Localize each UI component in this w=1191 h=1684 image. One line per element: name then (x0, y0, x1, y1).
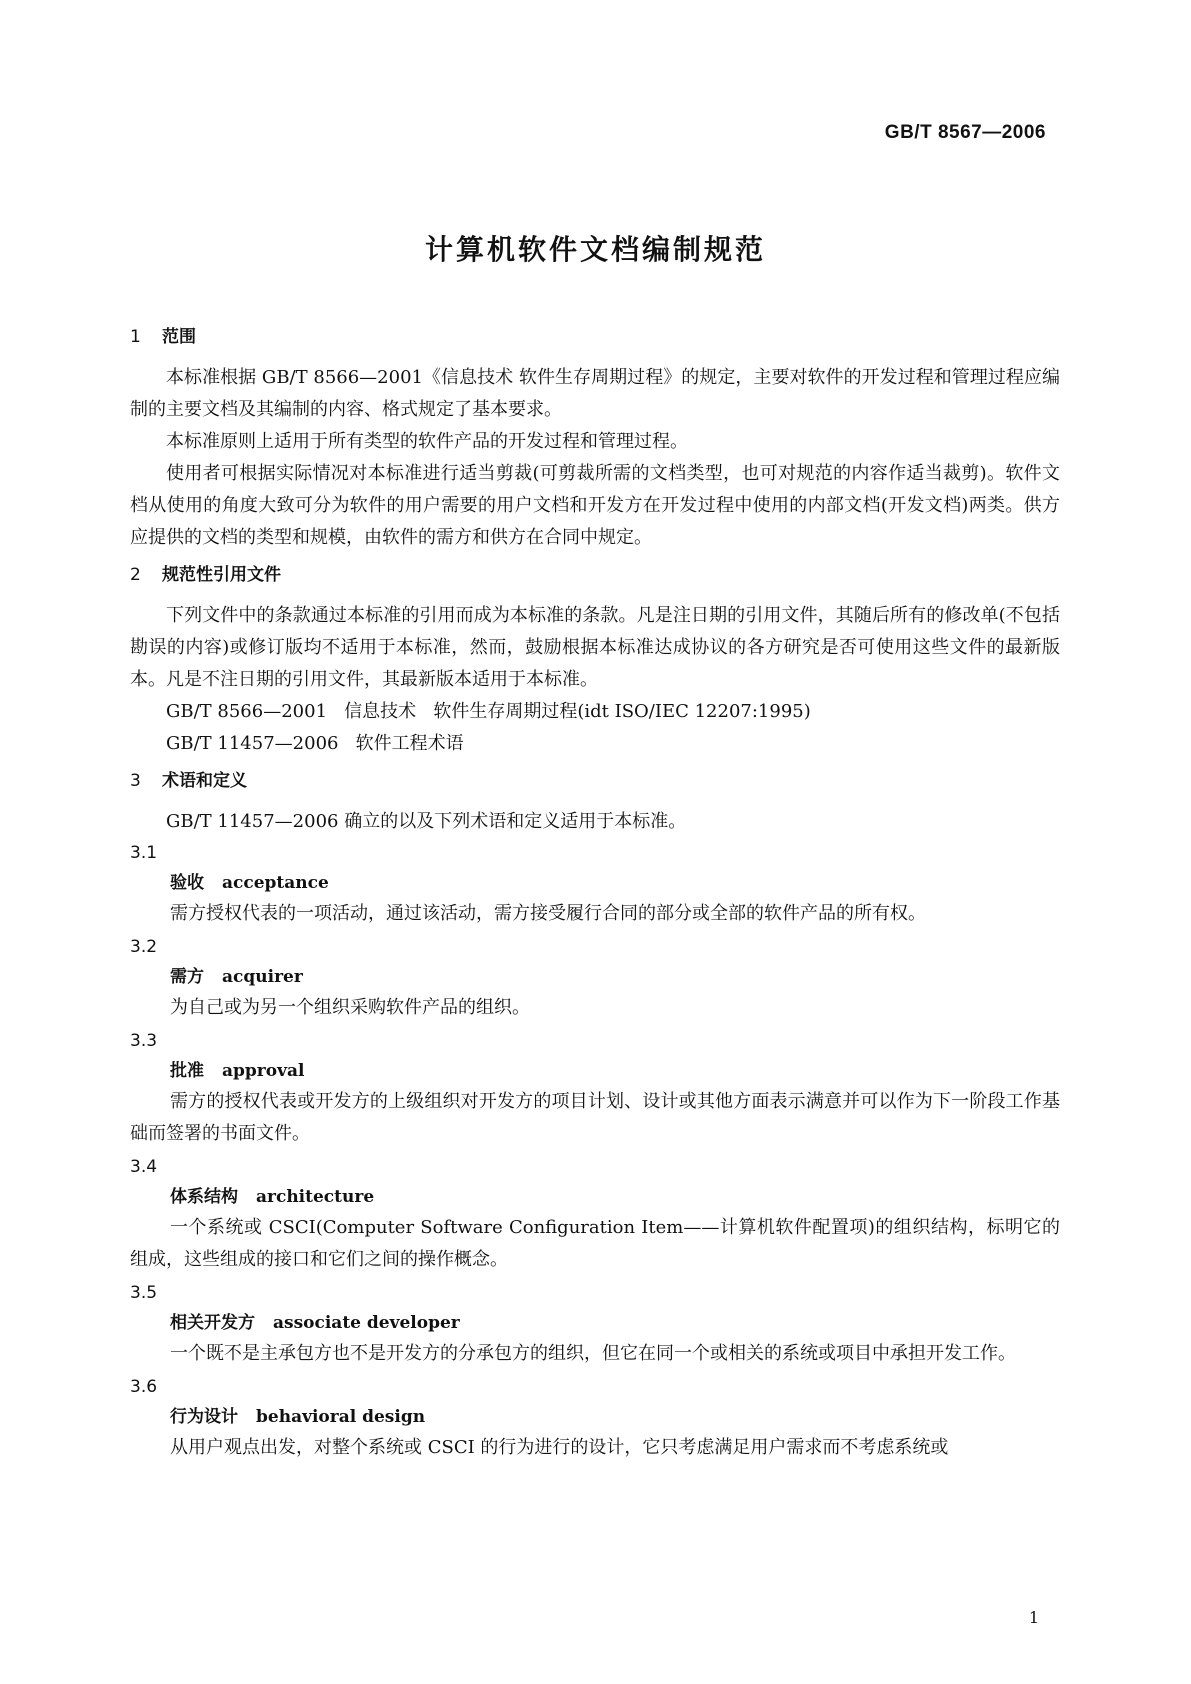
term-definition: 为自己或为另一个组织采购软件产品的组织。 (170, 997, 530, 1018)
term-en: behavioral design (256, 1407, 426, 1427)
term-name (130, 1402, 1060, 1432)
paragraph: GB/T 11457—2006 确立的以及下列术语和定义适用于本标准。 (166, 811, 687, 832)
section-title: 范围 (162, 327, 196, 347)
term-en: approval (222, 1061, 305, 1081)
term-name (130, 1308, 1060, 1338)
term-number: 3.6 (130, 1377, 158, 1397)
standard-code: GB/T 8567—2006 (884, 122, 1046, 143)
section-number: 1 (130, 327, 141, 347)
section-number: 3 (130, 771, 141, 791)
term-name (130, 962, 1060, 992)
reference-item: GB/T 8566—2001 信息技术 软件生存周期过程(idt ISO/IEC 12207:1995) (166, 701, 811, 722)
term-definition: 一个既不是主承包方也不是开发方的分承包方的组织，但它在同一个或相关的系统或项目中承担开发工作。 (170, 1343, 1016, 1364)
term-number: 3.3 (130, 1031, 158, 1051)
section-number: 2 (130, 565, 141, 585)
term-cn: 体系结构 (170, 1187, 238, 1207)
term-number: 3.1 (130, 843, 158, 863)
paragraph: 本标准原则上适用于所有类型的软件产品的开发过程和管理过程。 (166, 431, 688, 452)
term-definition: 需方授权代表的一项活动，通过该活动，需方接受履行合同的部分或全部的软件产品的所有权。 (170, 903, 926, 924)
term-definition: 一个系统或 CSCI(Computer Software Configuration Item——计算机软件配置项)的组织结构，标明它的组成，这些组成的接口和它们之间的操作概念。 (130, 1217, 1060, 1270)
section-title: 规范性引用文件 (162, 565, 281, 585)
term-number: 3.2 (130, 937, 158, 957)
term-definition: 需方的授权代表或开发方的上级组织对开发方的项目计划、设计或其他方面表示满意并可以作为下一阶段工作基础而签署的书面文件。 (130, 1091, 1060, 1144)
term-number: 3.4 (130, 1157, 158, 1177)
term-number: 3.5 (130, 1283, 158, 1303)
page-number: 1 (1028, 1608, 1039, 1627)
paragraph: 使用者可根据实际情况对本标准进行适当剪裁(可剪裁所需的文档类型，也可对规范的内容作适当裁剪)。软件文档从使用的角度大致可分为软件的用户需要的用户文档和开发方在开发过程中使用的内部文档(开发文档)两类。供方应提供的文档的类型和规模，由软件的需方和供方在合同中规定。 (130, 463, 1060, 548)
term-en: acceptance (222, 873, 329, 893)
term-en: acquirer (222, 967, 303, 987)
document-title: 计算机软件文档编制规范 (424, 233, 766, 266)
paragraph: 本标准根据 GB/T 8566—2001《信息技术 软件生存周期过程》的规定，主要对软件的开发过程和管理过程应编制的主要文档及其编制的内容、格式规定了基本要求。 (130, 367, 1060, 420)
term-cn: 验收 (170, 873, 204, 893)
section-1-heading (130, 322, 1060, 362)
term-cn: 需方 (170, 967, 204, 987)
section-2-heading (130, 560, 1060, 600)
term-cn: 批准 (170, 1061, 204, 1081)
section-3-heading (130, 766, 1060, 806)
term-name (130, 1056, 1060, 1086)
reference-item: GB/T 11457—2006 软件工程术语 (166, 733, 464, 754)
term-name (130, 1182, 1060, 1212)
term-name (130, 868, 1060, 898)
term-definition: 从用户观点出发，对整个系统或 CSCI 的行为进行的设计，它只考虑满足用户需求而不考虑系统或 (170, 1437, 949, 1458)
section-title: 术语和定义 (162, 771, 247, 791)
term-cn: 行为设计 (170, 1407, 238, 1427)
paragraph: 下列文件中的条款通过本标准的引用而成为本标准的条款。凡是注日期的引用文件，其随后所有的修改单(不包括勘误的内容)或修订版均不适用于本标准，然而，鼓励根据本标准达成协议的各方研究是否可使用这些文件的最新版本。凡是不注日期的引用文件，其最新版本适用于本标准。 (130, 605, 1060, 690)
term-cn: 相关开发方 (170, 1313, 255, 1333)
term-en: architecture (256, 1187, 375, 1207)
term-en: associate developer (273, 1313, 460, 1333)
document-body (130, 322, 1060, 1466)
